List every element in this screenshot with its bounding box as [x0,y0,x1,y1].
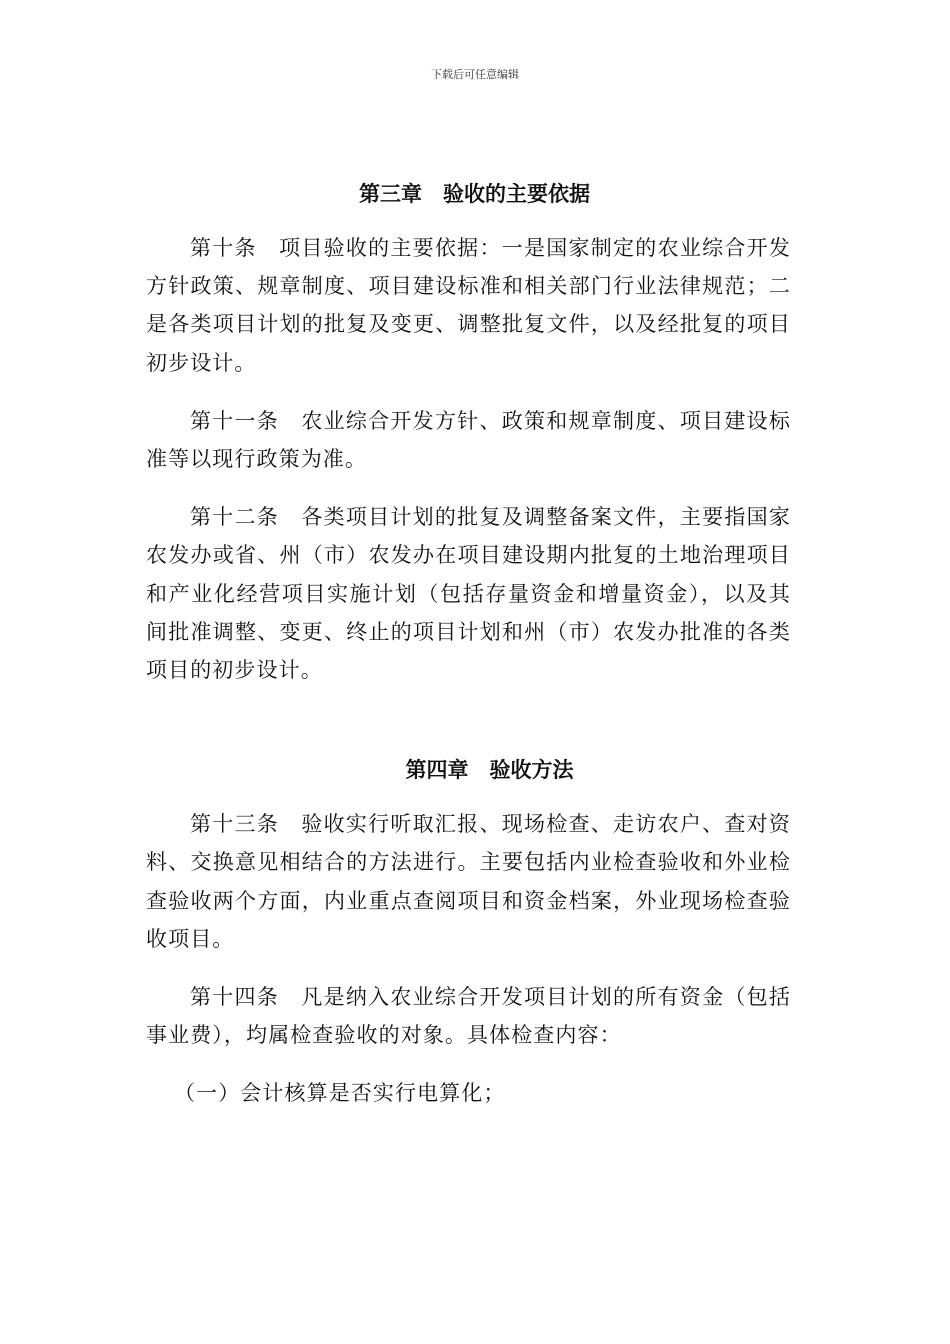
document-body [146,175,791,1133]
article-10: 第十条 项目验收的主要依据：一是国家制定的农业综合开发方针政策、规章制度、项目建设标准和相关部门行业法律规范；二是各类项目计划的批复及变更、调整批复文件，以及经批复的项目初步设计。 [146,236,791,375]
chapter-title-4: 第四章 验收方法 [405,758,574,783]
article-12: 第十二条 各类项目计划的批复及调整备案文件，主要指国家农发办或省、州（市）农发办在项目建设期内批复的土地治理项目和产业化经营项目实施计划（包括存量资金和增量资金），以及其间批准调整、变更、终止的项目计划和州（市）农发办批准的各类项目的初步设计。 [146,505,791,683]
page-header: 下载后可任意编辑 [431,68,519,81]
article-14-item-1: （一）会计核算是否实行电算化； [174,1081,506,1106]
article-13: 第十三条 验收实行听取汇报、现场检查、走访农户、查对资料、交换意见相结合的方法进行。主要包括内业检查验收和外业检查验收两个方面，内业重点查阅项目和资金档案，外业现场检查验收项目。 [146,812,791,951]
chapter-title-3: 第三章 验收的主要依据 [359,182,590,206]
article-14: 第十四条 凡是纳入农业综合开发项目计划的所有资金（包括事业费），均属检查验收的对象。具体检查内容： [146,985,791,1048]
article-11: 第十一条 农业综合开发方针、政策和规章制度、项目建设标准等以现行政策为准。 [146,408,791,472]
